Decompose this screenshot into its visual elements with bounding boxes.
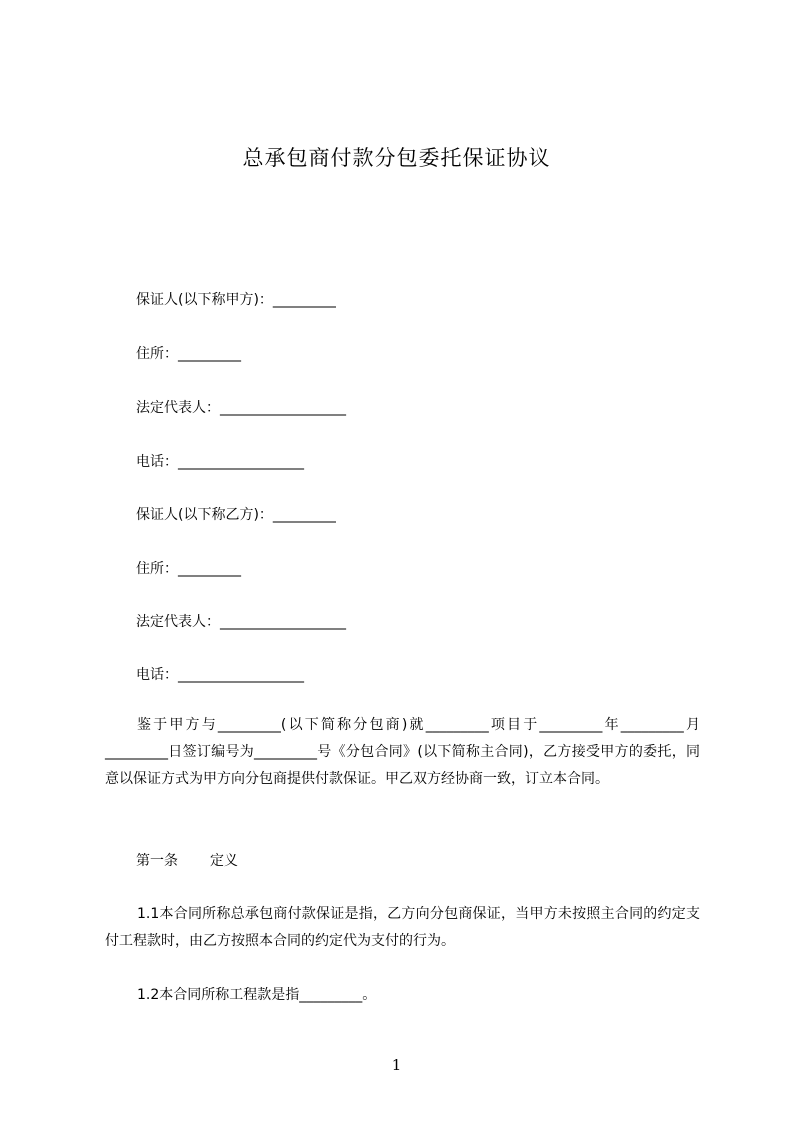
clause-1-2: 1.2本合同所称工程款是指_________。 bbox=[137, 987, 377, 1003]
document-title: 总承包商付款分包委托保证协议 bbox=[242, 146, 551, 170]
recital-paragraph: 鉴于甲方与_________(以下简称分包商)就_________项目于_________年_________月_________日签订编号为_________号《分包合同》(以下简称主合同)，乙方接受甲方的委托，同意以保证方式为甲方向分包商提供付款保证。甲乙双方经协商一致，订立本合同。 bbox=[105, 717, 700, 787]
clause-1-1: 1.1本合同所称总承包商付款保证是指，乙方向分包商保证，当甲方未按照主合同的约定支付工程款时，由乙方按照本合同的约定代为支付的行为。 bbox=[105, 906, 700, 949]
article-1-heading bbox=[136, 851, 238, 871]
party-b-legal-representative-field: 法定代表人：__________________ bbox=[136, 614, 346, 630]
article-1-number: 第一条 bbox=[136, 853, 178, 869]
party-a-legal-representative-field: 法定代表人：__________________ bbox=[136, 400, 346, 416]
party-b-guarantor-field: 保证人(以下称乙方)：_________ bbox=[136, 507, 336, 523]
page-number: 1 bbox=[391, 1056, 402, 1074]
party-a-address-field: 住所：_________ bbox=[136, 346, 241, 362]
party-b-address-field: 住所：_________ bbox=[136, 561, 241, 577]
article-1-name: 定义 bbox=[210, 853, 238, 869]
party-a-phone-field: 电话：__________________ bbox=[136, 454, 304, 470]
party-b-phone-field: 电话：__________________ bbox=[136, 667, 304, 683]
party-a-guarantor-field: 保证人(以下称甲方)：_________ bbox=[136, 292, 336, 308]
